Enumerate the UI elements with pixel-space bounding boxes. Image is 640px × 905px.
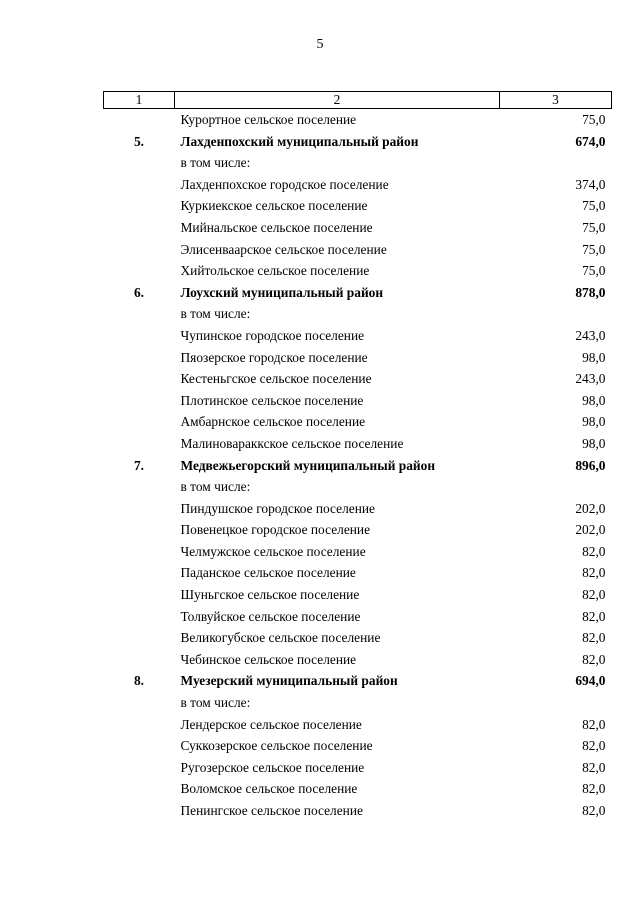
column-header-2: 2 (175, 92, 500, 109)
table-row (104, 735, 612, 757)
row-value: 243,0 (575, 371, 606, 387)
row-name: Элисенваарское сельское поселение (180, 241, 387, 257)
row-name: Кестеньгское сельское поселение (180, 371, 372, 387)
district-row (104, 670, 612, 692)
row-value (500, 152, 612, 174)
table-row (104, 303, 612, 325)
row-name: Пяозерское городское поселение (180, 349, 368, 365)
table-row (104, 368, 612, 390)
row-name: Мийнальское сельское поселение (180, 219, 373, 235)
table-row (104, 519, 612, 541)
row-number (104, 757, 175, 779)
row-number: 6. (133, 284, 145, 300)
row-number (104, 562, 175, 584)
row-name: Медвежьегорский муниципальный район (180, 457, 436, 473)
row-number (104, 541, 175, 563)
table-header (104, 92, 612, 109)
table-row (104, 584, 612, 606)
row-number (104, 217, 175, 239)
table-row (104, 390, 612, 412)
row-value: 82,0 (582, 738, 606, 754)
row-number (104, 584, 175, 606)
row-name: Малиновараккское сельское поселение (180, 435, 404, 451)
table-row (104, 649, 612, 671)
row-value: 98,0 (582, 392, 606, 408)
row-value: 82,0 (582, 587, 606, 603)
table-row (104, 260, 612, 282)
row-name: Воломское сельское поселение (180, 781, 358, 797)
table-row (104, 778, 612, 800)
row-value: 202,0 (575, 500, 606, 516)
row-name: Амбарнское сельское поселение (180, 414, 366, 430)
table-row (104, 411, 612, 433)
row-name: Повенецкое городское поселение (180, 522, 371, 538)
row-number (104, 303, 175, 325)
row-value: 82,0 (582, 803, 606, 818)
row-value: 82,0 (582, 543, 606, 559)
row-name: Чупинское городское поселение (180, 327, 365, 343)
row-value: 374,0 (575, 176, 606, 192)
row-number (104, 800, 175, 822)
row-name: Лахденпохский муниципальный район (180, 133, 419, 149)
row-number (104, 109, 175, 131)
row-name: Хийтольское сельское поселение (180, 263, 370, 279)
row-number (104, 195, 175, 217)
row-number: 7. (133, 457, 145, 473)
row-value: 82,0 (582, 565, 606, 581)
table-row (104, 498, 612, 520)
row-number (104, 735, 175, 757)
row-value: 243,0 (575, 327, 606, 343)
row-number (104, 606, 175, 628)
row-value: 82,0 (582, 716, 606, 732)
row-value: 202,0 (575, 522, 606, 538)
row-value (500, 476, 612, 498)
row-name: Лахденпохское городское поселение (180, 176, 389, 192)
row-number (104, 649, 175, 671)
row-number (104, 778, 175, 800)
row-name: Муезерский муниципальный район (180, 673, 398, 689)
row-value: 82,0 (582, 630, 606, 646)
table-row (104, 152, 612, 174)
row-number (104, 714, 175, 736)
row-number (104, 390, 175, 412)
table-body (104, 109, 612, 822)
table-row (104, 195, 612, 217)
row-number (104, 239, 175, 261)
row-value: 98,0 (582, 435, 606, 451)
row-name: Челмужское сельское поселение (180, 543, 366, 559)
row-value: 75,0 (582, 219, 606, 235)
table-row (104, 757, 612, 779)
row-value (500, 303, 612, 325)
row-number (104, 174, 175, 196)
district-row (104, 282, 612, 304)
row-name: Лендерское сельское поселение (180, 716, 362, 732)
table-row (104, 476, 612, 498)
row-value: 75,0 (582, 112, 606, 127)
row-name: Шуньгское сельское поселение (180, 587, 360, 603)
row-value: 82,0 (582, 651, 606, 667)
row-number (104, 627, 175, 649)
row-value: 82,0 (582, 608, 606, 624)
row-name: Куркиекское сельское поселение (180, 198, 368, 214)
row-name: Суккозерское сельское поселение (180, 738, 373, 754)
row-value: 82,0 (582, 781, 606, 797)
row-value: 674,0 (575, 133, 606, 149)
header-row (104, 92, 612, 109)
row-number (104, 476, 175, 498)
row-number (104, 519, 175, 541)
table-row (104, 692, 612, 714)
district-row (104, 455, 612, 477)
row-value: 75,0 (582, 263, 606, 279)
table-row (104, 109, 612, 131)
row-name: Ругозерское сельское поселение (180, 759, 365, 775)
page-number: 5 (316, 37, 324, 52)
column-header-1: 1 (104, 92, 175, 109)
table-row (104, 541, 612, 563)
row-value: 878,0 (575, 284, 606, 300)
row-number (104, 498, 175, 520)
row-name: Великогубское сельское поселение (180, 630, 381, 646)
row-value: 82,0 (582, 759, 606, 775)
table-row (104, 627, 612, 649)
table-row (104, 714, 612, 736)
row-value: 98,0 (582, 349, 606, 365)
column-header-3: 3 (500, 92, 612, 109)
row-name: в том числе: (180, 306, 251, 322)
row-number (104, 433, 175, 455)
row-number: 8. (133, 673, 145, 689)
table-row (104, 325, 612, 347)
row-number (104, 325, 175, 347)
row-value: 694,0 (575, 673, 606, 689)
table-row (104, 562, 612, 584)
table-row (104, 239, 612, 261)
table-row (104, 606, 612, 628)
row-number (104, 152, 175, 174)
row-name: Паданское сельское поселение (180, 565, 356, 581)
row-name: Пенингское сельское поселение (180, 803, 363, 818)
row-number (104, 368, 175, 390)
row-value: 98,0 (582, 414, 606, 430)
table-row (104, 217, 612, 239)
table-row (104, 347, 612, 369)
row-number (104, 347, 175, 369)
row-number (104, 260, 175, 282)
row-name: в том числе: (180, 479, 251, 495)
row-name: Плотинское сельское поселение (180, 392, 364, 408)
row-value: 896,0 (575, 457, 606, 473)
row-number (104, 411, 175, 433)
allocation-table (103, 91, 612, 822)
row-name: Пиндушское городское поселение (180, 500, 375, 516)
table-row (104, 174, 612, 196)
row-value: 75,0 (582, 198, 606, 214)
row-name: в том числе: (180, 695, 251, 711)
row-number (104, 692, 175, 714)
district-row (104, 131, 612, 153)
table-row (104, 800, 612, 822)
row-value (500, 692, 612, 714)
row-name: Чебинское сельское поселение (180, 651, 357, 667)
row-name: Курортное сельское поселение (180, 112, 357, 127)
row-number: 5. (133, 133, 145, 149)
row-name: в том числе: (180, 155, 251, 171)
row-name: Лоухский муниципальный район (180, 284, 384, 300)
table-row (104, 433, 612, 455)
row-value: 75,0 (582, 241, 606, 257)
row-name: Толвуйское сельское поселение (180, 608, 361, 624)
